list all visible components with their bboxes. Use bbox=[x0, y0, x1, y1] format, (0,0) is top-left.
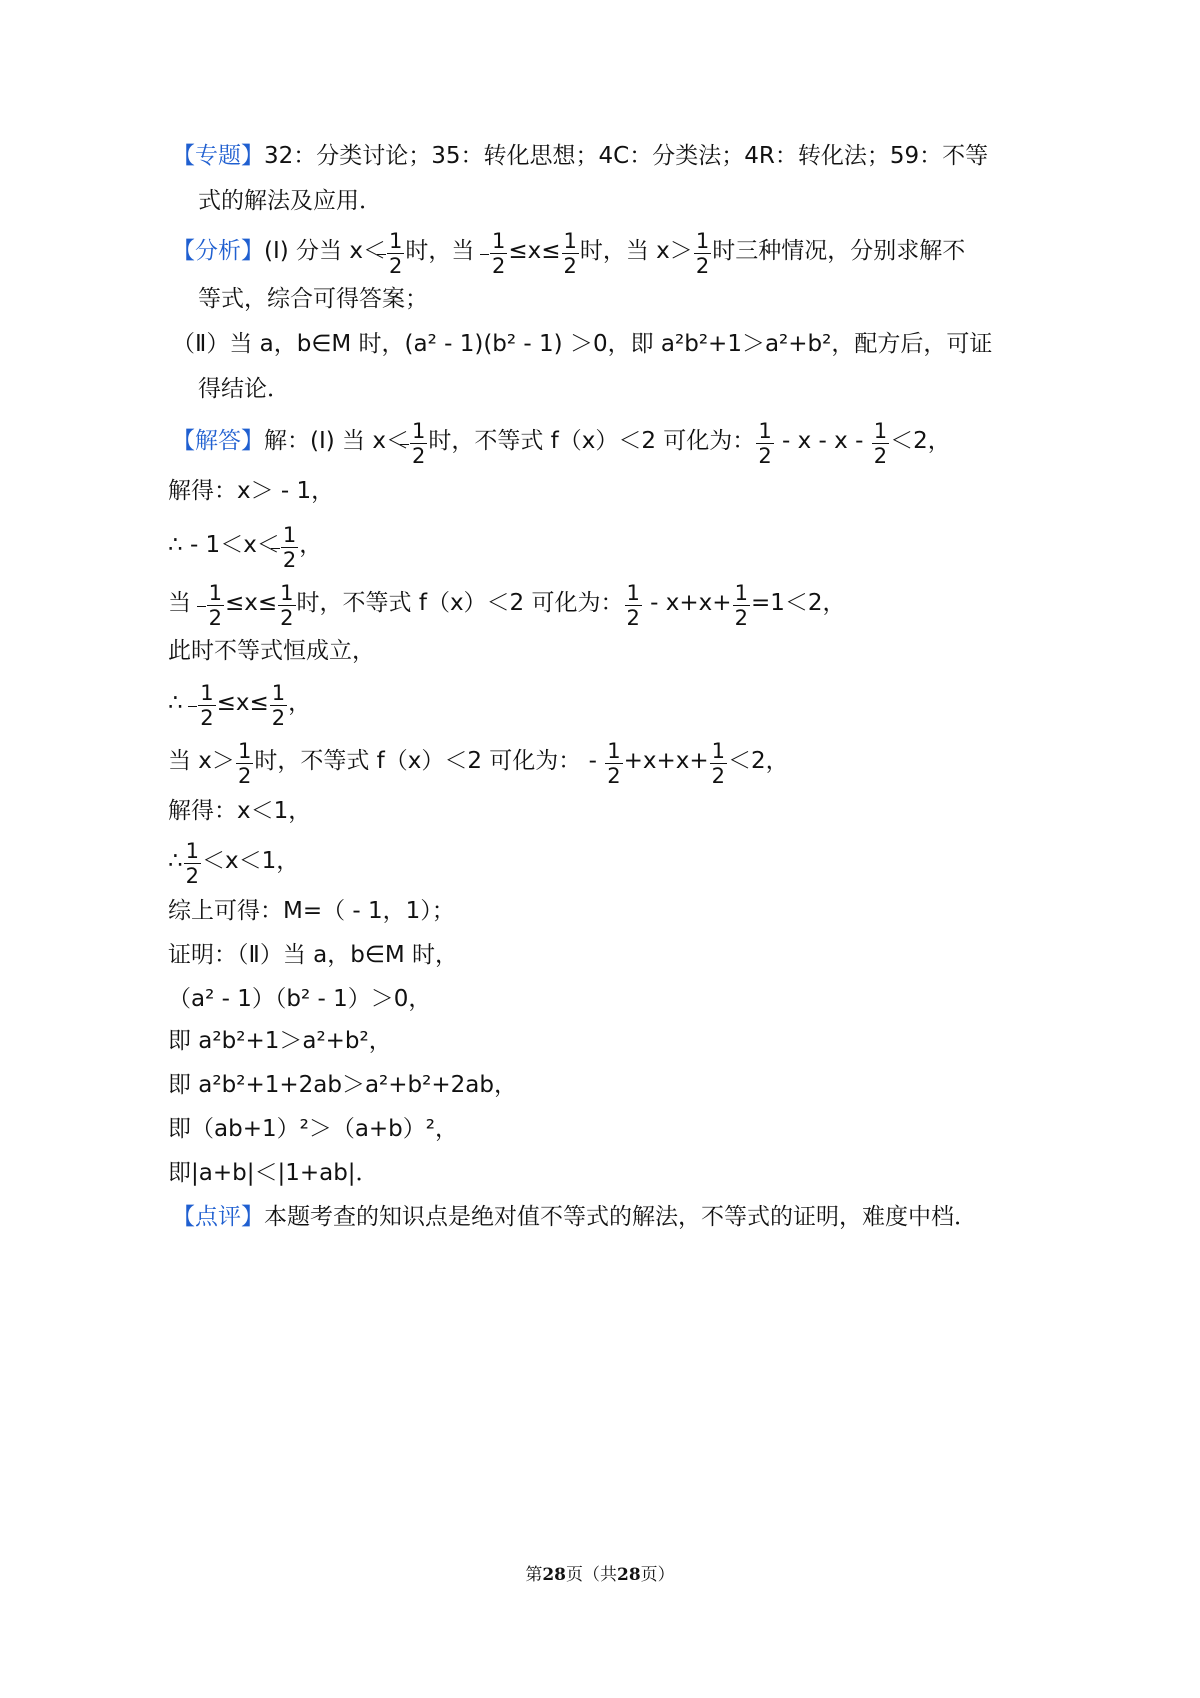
topic-line-2 bbox=[198, 190, 382, 213]
analysis-text: （Ⅱ）当 a，b∈M 时，(a² - 1)(b² - 1) ＞0，即 a²b²+1＞a²+b²，配方后，可证 bbox=[172, 331, 993, 357]
numerator: 1 bbox=[491, 229, 506, 253]
solution-text: 综上可得：M=（ - 1，1）； bbox=[168, 898, 455, 924]
solution-text: ， bbox=[288, 690, 312, 717]
solution-text: 此时不等式恒成立， bbox=[168, 638, 375, 664]
fraction-half bbox=[710, 740, 727, 787]
numerator: 1 bbox=[237, 739, 252, 763]
solution-line-5 bbox=[168, 640, 375, 663]
denominator: 2 bbox=[695, 254, 710, 279]
fraction-neg-half bbox=[281, 524, 298, 571]
analysis-text: (Ⅰ) 分当 x＜ bbox=[264, 238, 386, 265]
numerator: 1 bbox=[280, 581, 294, 605]
solution-text: 时，不等式 f（x）＜2 可化为： bbox=[428, 428, 756, 455]
solution-text: ≤x≤ bbox=[216, 690, 269, 717]
solution-text: ＜x＜1， bbox=[202, 848, 300, 875]
solution-text: 即|a+b|＜|1+ab|． bbox=[168, 1160, 379, 1186]
analysis-text: 时三种情况，分别求解不 bbox=[712, 238, 966, 265]
numerator: 1 bbox=[607, 739, 621, 763]
denominator: 2 bbox=[491, 254, 506, 279]
solution-line-3 bbox=[168, 522, 323, 573]
analysis-line-1 bbox=[172, 228, 966, 279]
fraction-half bbox=[605, 740, 622, 787]
numerator: 1 bbox=[626, 581, 640, 605]
analysis-text: 时，当 bbox=[405, 238, 475, 265]
analysis-line-2 bbox=[198, 288, 428, 311]
topic-text-2: 式的解法及应用． bbox=[198, 188, 382, 214]
solution-text: 即 a²b²+1+2ab＞a²+b²+2ab， bbox=[168, 1072, 517, 1098]
solution-text: ∴ - 1＜x＜ bbox=[168, 532, 280, 559]
numerator: 1 bbox=[208, 581, 222, 605]
denominator: 2 bbox=[271, 706, 286, 731]
review-line bbox=[172, 1206, 977, 1229]
solution-text: =1＜2， bbox=[750, 590, 846, 617]
footer-mid: 页（共 bbox=[566, 1565, 617, 1585]
denominator: 2 bbox=[237, 764, 252, 789]
analysis-line-3 bbox=[172, 333, 992, 356]
solution-line-10 bbox=[168, 900, 455, 923]
topic-line-1 bbox=[172, 145, 988, 168]
solution-text: ∴ bbox=[168, 690, 183, 717]
page-number-footer bbox=[0, 1560, 1200, 1585]
fraction-neg-half bbox=[490, 230, 507, 277]
solution-line-11 bbox=[168, 944, 458, 967]
solution-text: ∴ bbox=[168, 848, 183, 875]
solution-text: 时，不等式 f（x）＜2 可化为： - bbox=[254, 748, 605, 775]
analysis-text: 等式，综合可得答案； bbox=[198, 286, 428, 312]
numerator: 1 bbox=[271, 681, 286, 705]
solution-line-13 bbox=[168, 1030, 392, 1053]
denominator: 2 bbox=[711, 764, 725, 789]
denominator: 2 bbox=[873, 444, 888, 469]
solution-line-2 bbox=[168, 480, 334, 503]
denominator: 2 bbox=[200, 706, 214, 731]
solution-text: 当 x＞ bbox=[168, 748, 235, 775]
solution-text: 当 bbox=[168, 590, 191, 617]
solution-text: 即 a²b²+1＞a²+b²， bbox=[168, 1028, 392, 1054]
solution-line-15 bbox=[168, 1118, 458, 1141]
fraction-neg-half bbox=[207, 582, 224, 629]
solution-text: - x+x+ bbox=[642, 590, 732, 617]
numerator: 1 bbox=[388, 229, 403, 253]
numerator: 1 bbox=[711, 739, 725, 763]
fraction-half bbox=[562, 230, 579, 277]
solution-text: 证明：（Ⅱ）当 a，b∈M 时， bbox=[168, 942, 459, 968]
denominator: 2 bbox=[208, 606, 222, 631]
topic-text-1: 32：分类讨论；35：转化思想；4C：分类法；4R：转化法；59：不等 bbox=[264, 143, 989, 169]
fraction-half bbox=[694, 230, 711, 277]
solution-line-12 bbox=[168, 988, 431, 1011]
denominator: 2 bbox=[280, 606, 294, 631]
solution-line-7 bbox=[168, 738, 789, 789]
analysis-text: 时，当 x＞ bbox=[579, 238, 693, 265]
fraction-half bbox=[278, 582, 295, 629]
fraction-half bbox=[184, 840, 201, 887]
numerator: 1 bbox=[695, 229, 710, 253]
numerator: 1 bbox=[563, 229, 577, 253]
solution-line-6 bbox=[168, 680, 312, 731]
total-pages: 28 bbox=[617, 1565, 641, 1585]
analysis-line-4 bbox=[198, 378, 290, 401]
solution-text: 即（ab+1）²＞（a+b）²， bbox=[168, 1116, 459, 1142]
numerator: 1 bbox=[282, 523, 297, 547]
fraction-half bbox=[872, 420, 889, 467]
solution-line-8 bbox=[168, 800, 311, 823]
denominator: 2 bbox=[607, 764, 621, 789]
current-page: 28 bbox=[542, 1565, 566, 1585]
solution-text: （a² - 1）（b² - 1）＞0， bbox=[168, 986, 432, 1012]
solution-text: 解得：x＞ - 1， bbox=[168, 478, 335, 504]
solution-line-16 bbox=[168, 1162, 379, 1185]
solution-line-9 bbox=[168, 838, 300, 889]
review-text: 本题考查的知识点是绝对值不等式的解法，不等式的证明，难度中档． bbox=[264, 1204, 977, 1230]
analysis-tag: 【分析】 bbox=[172, 238, 264, 265]
solution-tag: 【解答】 bbox=[172, 428, 264, 455]
denominator: 2 bbox=[282, 548, 297, 573]
numerator: 1 bbox=[873, 419, 888, 443]
solution-text: - x - x - bbox=[774, 428, 871, 455]
fraction-half bbox=[625, 582, 642, 629]
solution-line-4 bbox=[168, 580, 846, 631]
fraction-half bbox=[756, 420, 773, 467]
solution-text: ＜2， bbox=[890, 428, 951, 455]
numerator: 1 bbox=[200, 681, 214, 705]
solution-text: ＜2， bbox=[728, 748, 789, 775]
footer-prefix: 第 bbox=[525, 1565, 543, 1585]
fraction-neg-half bbox=[410, 420, 427, 467]
denominator: 2 bbox=[626, 606, 640, 631]
footer-suffix: 页） bbox=[640, 1565, 675, 1585]
denominator: 2 bbox=[758, 444, 772, 469]
solution-line-14 bbox=[168, 1074, 517, 1097]
denominator: 2 bbox=[388, 254, 403, 279]
solution-text: ≤x≤ bbox=[225, 590, 278, 617]
denominator: 2 bbox=[411, 444, 426, 469]
analysis-text: 得结论． bbox=[198, 376, 290, 402]
topic-tag: 【专题】 bbox=[172, 143, 264, 169]
solution-text: ， bbox=[299, 532, 323, 559]
solution-text: +x+x+ bbox=[623, 748, 709, 775]
solution-line-1 bbox=[172, 418, 951, 469]
denominator: 2 bbox=[185, 864, 200, 889]
denominator: 2 bbox=[563, 254, 577, 279]
fraction-neg-half bbox=[387, 230, 404, 277]
review-tag: 【点评】 bbox=[172, 1204, 264, 1230]
analysis-text: ≤x≤ bbox=[508, 238, 561, 265]
fraction-half bbox=[236, 740, 253, 787]
denominator: 2 bbox=[734, 606, 748, 631]
numerator: 1 bbox=[185, 839, 200, 863]
solution-text: 解得：x＜1， bbox=[168, 798, 312, 824]
numerator: 1 bbox=[411, 419, 426, 443]
solution-text: 解：(Ⅰ) 当 x＜ bbox=[264, 428, 409, 455]
numerator: 1 bbox=[734, 581, 748, 605]
fraction-neg-half bbox=[198, 682, 215, 729]
numerator: 1 bbox=[758, 419, 772, 443]
solution-text: 时，不等式 f（x）＜2 可化为： bbox=[296, 590, 624, 617]
fraction-half bbox=[270, 682, 287, 729]
fraction-half bbox=[733, 582, 750, 629]
